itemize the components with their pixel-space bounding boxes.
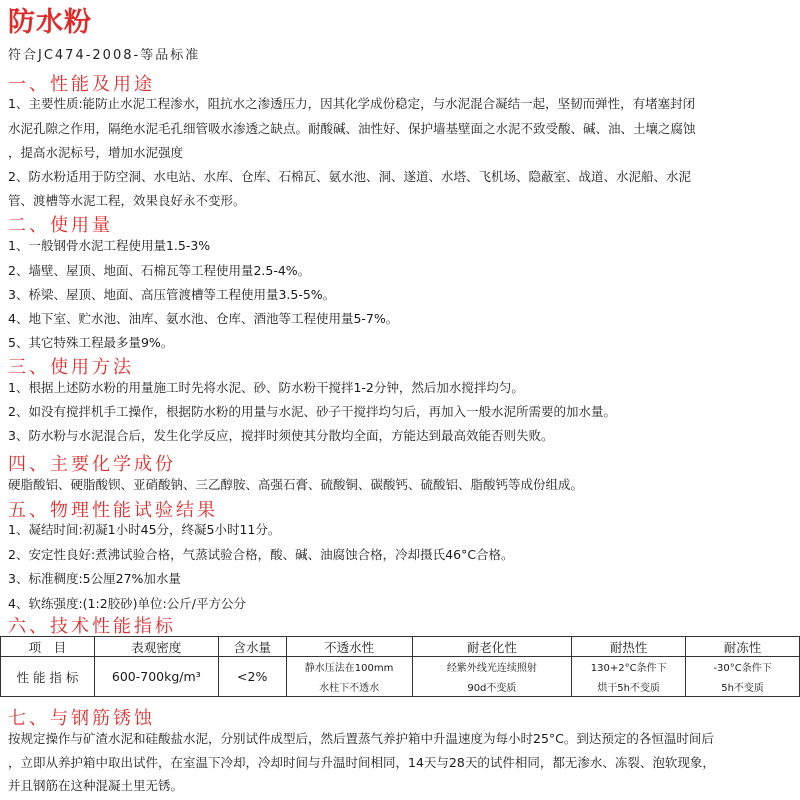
text-line: 2、安定性良好:煮沸试验合格，气蒸试验合格，酸、碱、油腐蚀合格，冷却摄氏46°C合格。 (8, 547, 514, 562)
text-line: 2、如没有搅拌机手工操作，根据防水粉的用量与水泥、砂子干搅拌均匀后，再加入一般水泥所需要的加水量。 (8, 404, 616, 419)
text-line: 并且钢筋在这种混凝土里无锈。 (8, 778, 184, 793)
table-cell-item: 性 能 指 标 (1, 657, 95, 697)
table-row (1, 657, 800, 697)
section-heading-properties: 一、性能及用途 (8, 74, 155, 95)
cell-line: 静水压法在100mm (304, 663, 394, 675)
table-cell-impermeability (286, 657, 412, 697)
table-cell-density: 600-700kg/m³ (94, 657, 218, 697)
spec-table (0, 636, 800, 697)
standard-note: 符合JC474-2008-等品标准 (8, 48, 201, 63)
table-cell-aging (412, 657, 572, 697)
cell-line: 水柱下不透水 (319, 682, 380, 694)
text-line: 2、防水粉适用于防空洞、水电站、水库、仓库、石棉瓦、氨水池、洞、遂道、水塔、飞机场、隐蔽室、战道、水泥船、水泥 (8, 169, 691, 184)
text-line: 管、渡槽等水泥工程，效果良好永不变形。 (8, 193, 246, 208)
text-line: 水泥孔隙之作用，隔绝水泥毛孔细管吸水渗透之缺点。耐酸碱、油性好、保护墙基壁面之水泥不致受酸、碱、油、土壤之腐蚀 (8, 121, 696, 136)
table-header-cell: 耐热性 (572, 637, 686, 657)
section-heading-specs: 六、技术性能指标 (8, 616, 176, 637)
table-header-row (1, 637, 800, 657)
section-heading-dosage: 二、使用量 (8, 215, 113, 236)
text-line: 3、防水粉与水泥混合后，发生化学反应，搅拌时须使其分散均全面，方能达到最高效能否则失败。 (8, 428, 554, 443)
table-header-cell: 耐冻性 (686, 637, 800, 657)
text-line: 4、地下室、贮水池、油库、氨水池、仓库、酒池等工程使用量5-7%。 (8, 311, 399, 326)
table-header-cell: 项 目 (1, 637, 95, 657)
text-line: 5、其它特殊工程最多量9%。 (8, 335, 174, 350)
table-cell-heat (572, 657, 686, 697)
table-header-cell: 表观密度 (94, 637, 218, 657)
text-line: 4、软练强度:(1:2胶砂)单位:公斤/平方公分 (8, 596, 246, 611)
text-line: 1、主要性质:能防止水泥工程渗水，阻抗水之渗透压力，因其化学成份稳定，与水泥混合凝结一起，坚韧而弹性，有堵塞封闭 (8, 96, 696, 111)
cell-line: 5h不变质 (721, 682, 764, 694)
section-heading-rebar-corrosion: 七、与钢筋锈蚀 (8, 708, 155, 729)
text-line: 2、墙壁、屋顶、地面、石棉瓦等工程使用量2.5-4%。 (8, 263, 311, 278)
table-cell-water: <2% (218, 657, 286, 697)
section-heading-composition: 四、主要化学成份 (8, 454, 176, 475)
cell-line: 130+2°C条件下 (590, 663, 667, 675)
table-header-cell: 不透水性 (286, 637, 412, 657)
section-heading-test-results: 五、物理性能试验结果 (8, 500, 218, 521)
text-line: 硬脂酸铝、硬脂酸钡、亚硝酸钠、三乙醇胺、高强石膏、硫酸铜、碳酸钙、硫酸铝、脂酸钙等成份组成。 (8, 477, 584, 492)
text-line: 3、桥梁、屋顶、地面、高压管渡槽等工程使用量3.5-5%。 (8, 287, 336, 302)
product-title: 防水粉 (8, 7, 92, 38)
text-line: 3、标准稠度:5公厘27%加水量 (8, 571, 181, 586)
section-heading-method: 三、使用方法 (8, 357, 134, 378)
cell-line: -30°C条件下 (713, 663, 772, 675)
cell-line: 烘干5h不变质 (597, 682, 661, 694)
cell-line: 经紫外线光连续照射 (446, 663, 537, 675)
table-header-cell: 耐老化性 (412, 637, 572, 657)
text-line: 1、根据上述防水粉的用量施工时先将水泥、砂、防水粉干搅拌1-2分钟，然后加水搅拌均匀。 (8, 380, 524, 395)
cell-line: 90d不变质 (467, 682, 517, 694)
text-line: ，提高水泥标号，增加水泥强度 (8, 145, 184, 160)
table-header-cell: 含水量 (218, 637, 286, 657)
table-cell-frost (686, 657, 800, 697)
text-line: 按规定操作与矿渣水泥和硅酸盐水泥，分别试件成型后，然后置蒸气养护箱中升温速度为每小时25°C。到达预定的各恒温时间后 (8, 731, 714, 746)
text-line: 1、凝结时间:初凝1小时45分，终凝5小时11分。 (8, 522, 281, 537)
text-line: ，立即从养护箱中取出试件，在室温下冷却，冷却时间与升温时间相同，14天与28天的试件相同，都无渗水、冻裂、泡软现象， (8, 755, 715, 770)
text-line: 1、一般钢骨水泥工程使用量1.5-3% (8, 238, 211, 253)
